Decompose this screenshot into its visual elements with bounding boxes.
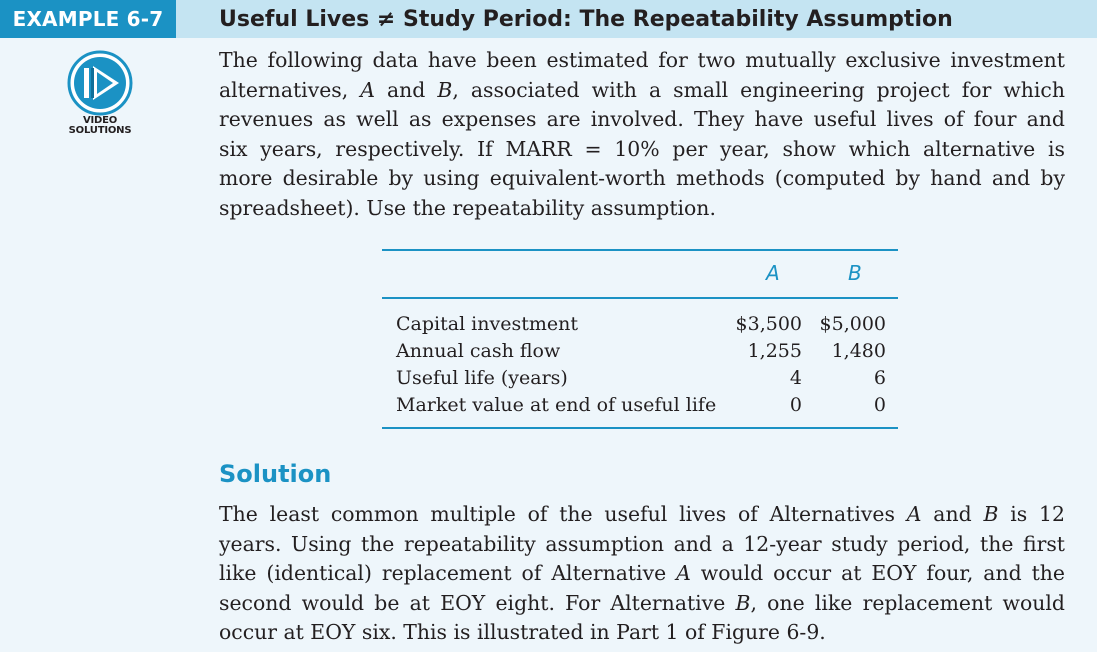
alternative-name: A <box>360 77 375 102</box>
problem-line: revenues as well as expenses are involved. They have useful lives of four and <box>219 107 1065 131</box>
problem-line: The following data have been estimated for two mutually exclusive investment <box>219 48 1065 72</box>
value-a: $3,500 <box>735 313 802 335</box>
example-title: Useful Lives ≠ Study Period: The Repeatability Assumption <box>219 6 953 32</box>
solution-line: like (identical) replacement of Alternative A would occur at EOY four, and the <box>219 561 1065 585</box>
table-row <box>382 392 898 419</box>
table-row <box>382 338 898 365</box>
problem-line: more desirable by using equivalent-worth methods (computed by hand and by <box>219 166 1065 190</box>
alternatives-table <box>382 249 898 429</box>
video-label-line2: SOLUTIONS <box>68 125 132 136</box>
value-b: $5,000 <box>819 313 886 335</box>
value-b: 6 <box>873 367 886 389</box>
alternative-name: B <box>983 502 999 526</box>
table-header <box>382 251 898 299</box>
alternative-name: A <box>906 502 922 526</box>
video-solutions-label <box>60 116 140 136</box>
solution-text <box>219 500 1065 648</box>
alternative-name: B <box>735 590 751 615</box>
column-header-a: A <box>766 261 780 285</box>
solution-line: occur at EOY six. This is illustrated in Part 1 of Figure 6-9. <box>219 620 826 644</box>
row-label: Useful life (years) <box>396 367 568 389</box>
row-label: Capital investment <box>396 313 578 335</box>
value-a: 0 <box>789 394 802 416</box>
value-a: 1,255 <box>747 340 802 362</box>
value-b: 1,480 <box>831 340 886 362</box>
table-row <box>382 311 898 338</box>
row-label: Market value at end of useful life <box>396 394 717 416</box>
video-solutions-logo[interactable] <box>60 50 140 140</box>
alternative-name: B <box>437 77 453 102</box>
problem-line: alternatives, A and B, associated with a small engineering project for which <box>219 77 1065 102</box>
play-icon <box>67 50 133 116</box>
table-row <box>382 365 898 392</box>
problem-line: spreadsheet). Use the repeatability assumption. <box>219 195 716 220</box>
solution-line: second would be at EOY eight. For Alternative B, one like replacement would <box>219 590 1065 615</box>
alternative-name: A <box>676 561 691 585</box>
row-label: Annual cash flow <box>396 340 561 362</box>
video-label-line1: VIDEO <box>82 115 118 126</box>
problem-statement <box>219 46 1065 223</box>
example-tag: EXAMPLE 6-7 <box>0 0 176 38</box>
column-header-b: B <box>848 261 862 285</box>
value-b: 0 <box>873 394 886 416</box>
solution-heading: Solution <box>219 460 332 488</box>
table-body <box>382 299 898 427</box>
solution-line: years. Using the repeatability assumption and a 12-year study period, the first <box>219 531 1065 556</box>
value-a: 4 <box>789 367 802 389</box>
problem-line: six years, respectively. If MARR = 10% per year, show which alternative is <box>219 136 1065 161</box>
solution-line: The least common multiple of the useful lives of Alternatives A and B is 12 <box>219 502 1065 526</box>
